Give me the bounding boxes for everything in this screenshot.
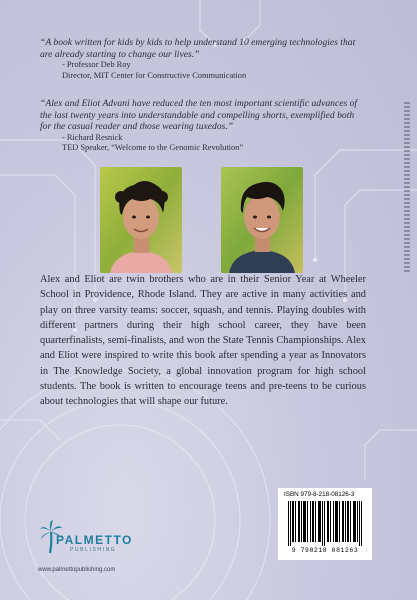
author-photo-eliot (221, 167, 303, 273)
quote-author-role: TED Speaker, “Welcome to the Genomic Revolution” (62, 143, 244, 153)
barcode-digits: 9 798218 081263 (291, 547, 359, 554)
author-photo-alex (100, 167, 182, 273)
isbn-barcode (278, 488, 372, 560)
quote-author: - Richard Resnick (62, 132, 123, 142)
isbn-number: ISBN 979-8-218-08126-3 (284, 491, 355, 498)
quote-author-role: Director, MIT Center for Constructive Communication (62, 70, 247, 80)
publisher-logo-name: PALMETTO (56, 533, 133, 547)
barcode-icon (282, 501, 368, 546)
quote-text: “A book written for kids by kids to help understand 10 emerging technologies that are already starting to change our lives.” (40, 37, 356, 60)
publisher-logo-subtitle: PUBLISHING (70, 547, 117, 553)
authors-bio: Alex and Eliot are twin brothers who are in their Senior Year at Wheeler School in Providence, Rhode Island. They are active in many activities and play on three varsity teams: soccer, squash, and tennis. Playing doubles with different partners during their high school career, they have been quarterfinalists, semi-finalists, and won the State Tennis Championships. Alex and Eliot were inspired to write this book after spending a year as Innovators in The Knowledge Society, a global innovation program for high school students. The book is written to encourage teens and pre-teens to be curious about technologies that will shape our future. (40, 274, 366, 408)
publisher-website[interactable]: www.palmettopublishing.com (38, 567, 116, 573)
spine-edge-text (404, 102, 410, 272)
quote-text: “Alex and Eliot Advani have reduced the ten most important scientific advances of the last twenty years into understandable and compelling shorts, exemplified both for the casual reader and those wearing tuxedos.” (40, 98, 358, 133)
quote-author: - Professor Deb Roy (62, 60, 131, 70)
endorsement-quote (40, 37, 360, 81)
endorsement-quote (40, 98, 360, 154)
